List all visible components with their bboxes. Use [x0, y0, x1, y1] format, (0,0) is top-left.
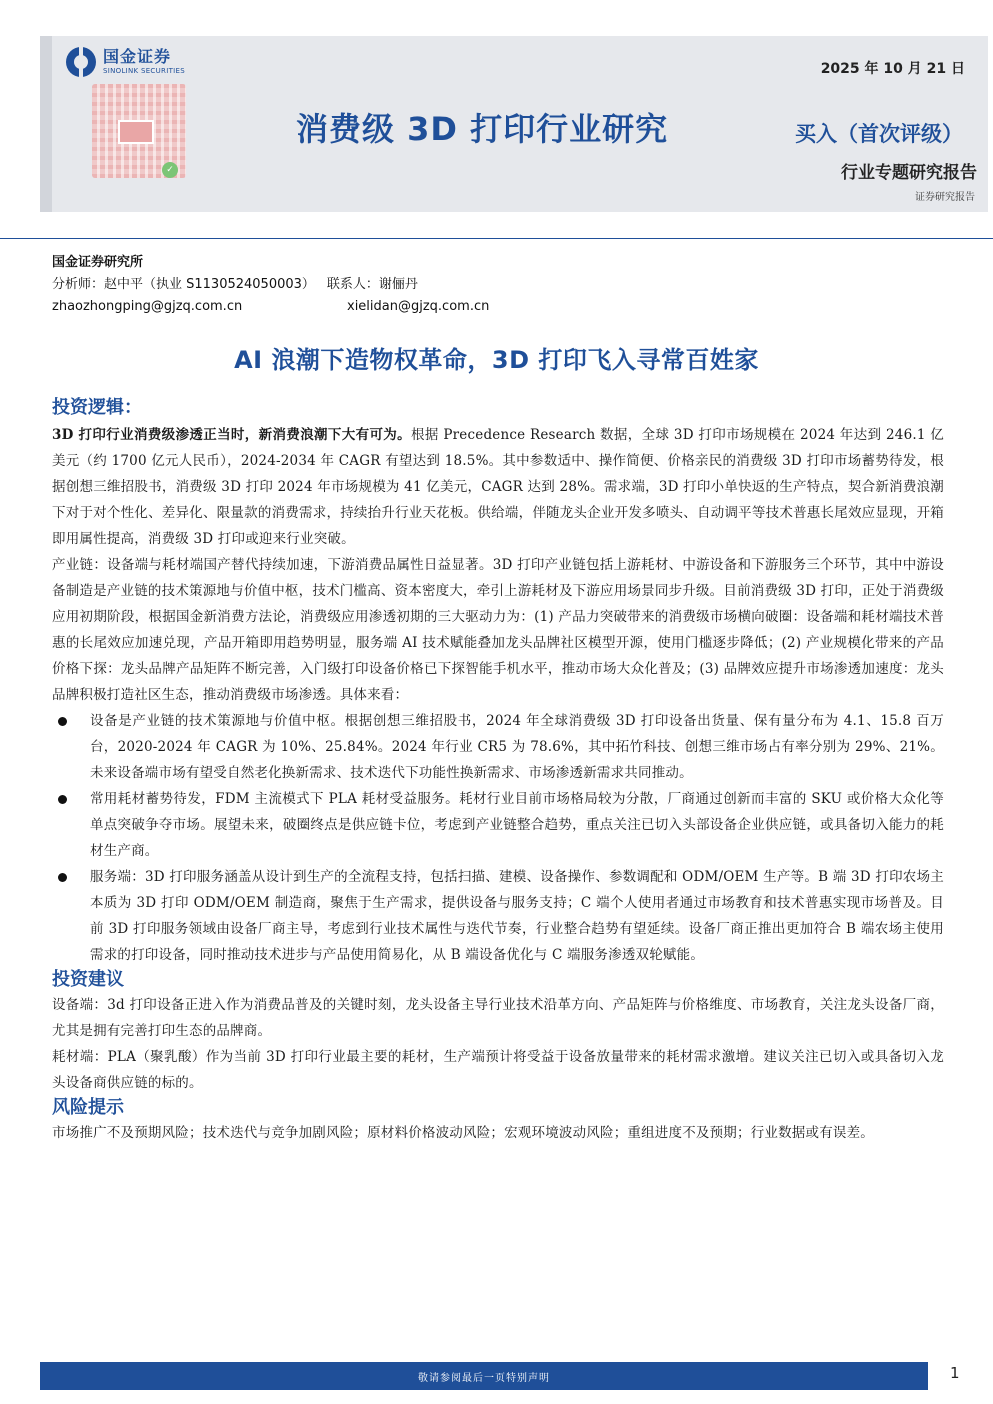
page-number: 1: [950, 1364, 960, 1382]
report-date: 2025 年 10 月 21 日: [820, 61, 965, 77]
contact-name: 联系人：谢俪丹: [326, 277, 418, 292]
report-body: [52, 396, 944, 1146]
analyst-name: 分析师：赵中平（执业 S1130524050003）: [52, 277, 315, 292]
contact-email[interactable]: xielidan@gjzq.com.cn: [347, 299, 490, 314]
advice-paragraph-1: 设备端：3d 打印设备正进入作为消费品普及的关键时刻，龙头设备主导行业技术沿革方向、产品矩阵与价格维度、市场教育，关注龙头设备厂商，尤其是拥有完善打印生态的品牌商。: [52, 997, 944, 1039]
bullet-dot-icon: [58, 717, 67, 726]
logic-paragraph-2: 产业链：设备端与耗材端国产替代持续加速，下游消费品属性日益显著。3D 打印产业链包括上游耗材、中游设备和下游服务三个环节，其中中游设备制造是产业链的技术策源地与价值中枢，技术门槛高、资本密度大，牵引上游耗材及下游应用场景同步升级。目前消费级 3D 打印，正处于消费级应用初期阶段，根据国金新消费方法论，消费级应用渗透初期的三大驱动力为：(1) 产品力突破带来的消费级市场横向破圈：设备端和耗材端技术普惠的长尾效应加速兑现，产品开箱即用趋势明显，服务端 AI 技术赋能叠加龙头品牌社区模型开源，使用门槛逐步降低；(2) 产业规模化带来的产品价格下探：龙头品牌产品矩阵不断完善，入门级打印设备价格已下探智能手机水平，推动市场大众化普及；(3) 品牌效应提升市场渗透加速度：龙头品牌积极打造社区生态，推动消费级市场渗透。具体来看：: [52, 557, 944, 703]
bullet-item: [52, 864, 944, 968]
report-subtype: 证券研究报告: [915, 192, 975, 203]
risk-paragraph: 市场推广不及预期风险；技术迭代与竞争加剧风险；原材料价格波动风险；宏观环境波动风险；重组进度不及预期；行业数据或有误差。: [52, 1125, 874, 1141]
email-row: [52, 296, 490, 318]
bullet-text: 常用耗材蓄势待发，FDM 主流模式下 PLA 耗材受益服务。耗材行业目前市场格局较为分散，厂商通过创新而丰富的 SKU 或价格大众化等单点突破争夺市场。展望未来，破圈终点是供应链卡位，考虑到产业链整合趋势，重点关注已切入头部设备企业供应链，或具备切入能力的耗材生产商。: [90, 791, 944, 859]
logo-name-cn: 国金证券: [103, 47, 172, 66]
section-heading-advice: 投资建议: [52, 969, 124, 990]
logic-paragraph-1-lead: 3D 打印行业消费级渗透正当时，新消费浪潮下大有可为。: [52, 427, 412, 443]
company-logo: [66, 44, 216, 80]
logo-mark-icon: [66, 47, 96, 77]
analyst-block: [52, 252, 490, 318]
report-title: 消费级 3D 打印行业研究: [296, 110, 669, 148]
bullet-text: 服务端：3D 打印服务涵盖从设计到生产的全流程支持，包括扫描、建模、设备操作、参数调配和 ODM/OEM 生产等。B 端 3D 打印农场主本质为 3D 打印 ODM/OEM 制造商，聚焦于生产需求，提供设备与服务支持；C 端个人使用者通过市场教育和技术普惠实现市场普及。目前 3D 打印服务领域由设备厂商主导，考虑到行业技术属性与迭代节奏，行业整合趋势有望延续。设备厂商正推出更加符合 B 端农场主使用需求的打印设备，同时推动技术进步与产品使用简易化，从 B 端设备优化与 C 端服务渗透双轮赋能。: [90, 869, 944, 963]
logic-paragraph-1-body: 根据 Precedence Research 数据，全球 3D 打印市场规模在 2024 年达到 246.1 亿美元（约 1700 亿元人民币），2024-2034 年 CAGR 有望达到 18.5%。其中参数适中、操作简便、价格亲民的消费级 3D 打印市场蓄势待发，根据创想三维招股书，消费级 3D 打印 2024 年市场规模为 41 亿美元，CAGR 达到 28%。需求端，3D 打印小单快返的生产特点，契合新消费浪潮下对于对个性化、差异化、限量款的消费需求，持续抬升行业天花板。供给端，伴随龙头企业开发多喷头、自动调平等技术普惠长尾效应显现，开箱即用属性提高，消费级 3D 打印或迎来行业突破。: [52, 427, 944, 547]
bullet-item: [52, 786, 944, 864]
rating-label: 买入（首次评级）: [795, 122, 963, 146]
main-headline: AI 浪潮下造物权革命，3D 打印飞入寻常百姓家: [234, 346, 759, 374]
section-heading-risk: 风险提示: [52, 1097, 124, 1118]
header-shade: [40, 36, 52, 212]
qr-center-logo-icon: [118, 120, 154, 144]
section-heading-logic: 投资逻辑：: [52, 397, 142, 418]
analyst-email[interactable]: zhaozhongping@gjzq.com.cn: [52, 299, 243, 314]
logo-name-en: SINOLINK SECURITIES: [103, 67, 185, 75]
bullet-item: [52, 708, 944, 786]
bullet-dot-icon: [58, 873, 67, 882]
header-divider: [0, 238, 993, 239]
footer-disclaimer-link[interactable]: 敬请参阅最后一页特别声明: [418, 1372, 550, 1384]
research-institute: 国金证券研究所: [52, 255, 144, 270]
bullet-dot-icon: [58, 795, 67, 804]
report-type: 行业专题研究报告: [841, 163, 977, 183]
advice-paragraph-2: 耗材端：PLA（聚乳酸）作为当前 3D 打印行业最主要的耗材，生产端预计将受益于设备放量带来的耗材需求激增。建议关注已切入或具备切入龙头设备商供应链的标的。: [52, 1049, 944, 1091]
qr-badge-icon: ✓: [162, 162, 178, 178]
footer-bar: [40, 1362, 928, 1390]
bullet-text: 设备是产业链的技术策源地与价值中枢。根据创想三维招股书，2024 年全球消费级 3D 打印设备出货量、保有量分布为 4.1、15.8 百万台，2020-2024 年 CAGR 为 10%、25.84%。2024 年行业 CR5 为 78.6%，其中拓竹科技、创想三维市场占有率分别为 29%、21%。未来设备端市场有望受自然老化换新需求、技术迭代下功能性换新需求、市场渗透新需求共同推动。: [90, 713, 944, 781]
logic-paragraph-1: [52, 422, 944, 552]
analyst-contact-row: [52, 274, 418, 296]
